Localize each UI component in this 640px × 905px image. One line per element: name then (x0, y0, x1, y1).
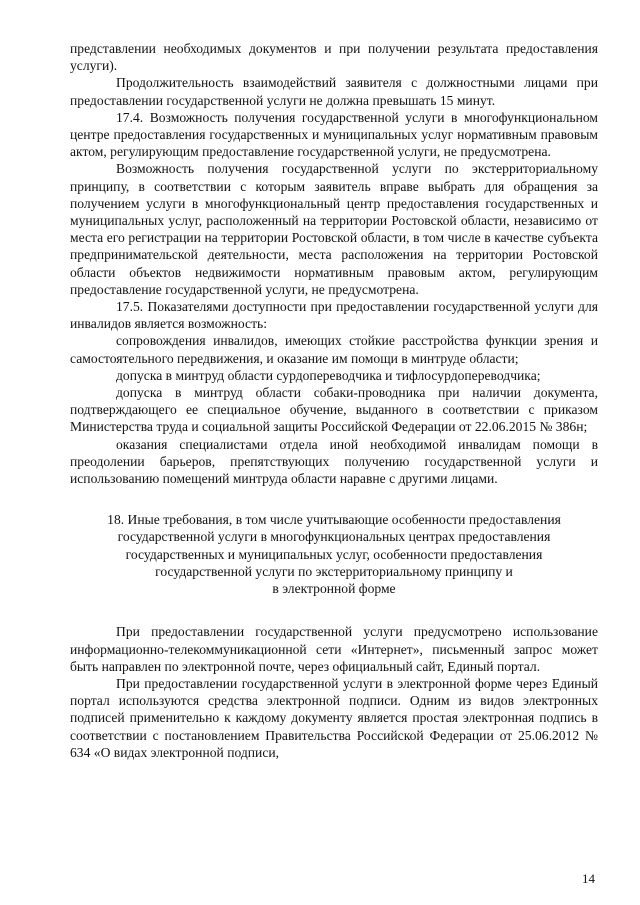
paragraph: При предоставлении государственной услуги в электронной форме через Единый портал используются средства электронной подписи. Одним из видов электронных подписей применительно к каждому документу является простая электронная подпись в соответствии с постановлением Правительства Российской Федерации от 25.06.2012 № 634 «О видах электронной подписи, (70, 675, 598, 760)
heading-line: в электронной форме (272, 581, 396, 597)
heading-line: государственных и муниципальных услуг, особенности предоставления (125, 546, 543, 562)
paragraph: 17.5. Показателями доступности при предоставлении государственной услуги для инвалидов является возможность: (70, 299, 598, 332)
paragraph: При предоставлении государственной услуги предусмотрено использование информационно-телекоммуникационной сети «Интернет», письменный запрос может быть направлен по электронной почте, через официальный сайт, Единый портал. (70, 624, 598, 674)
paragraph: представлении необходимых документов и при получении результата предоставления услуги). (70, 41, 598, 74)
paragraph: Продолжительность взаимодействий заявителя с должностными лицами при предоставлении государственной услуги не должна превышать 15 минут. (70, 75, 598, 108)
section-heading (70, 511, 598, 597)
paragraph: 17.4. Возможность получения государственной услуги в многофункциональном центре предоставления государственных и муниципальных услуг нормативным правовым актом, регулирующим предоставление государственной услуги, не предусмотрена. (70, 109, 598, 160)
document-body (70, 40, 598, 761)
page-number: 14 (582, 871, 595, 886)
list-item: допуска в минтруд области сурдопереводчика и тифлосурдопереводчика; (116, 367, 541, 383)
heading-line: государственной услуги по экстерриториальному принципу и (155, 563, 513, 579)
heading-line: 18. Иные требования, в том числе учитывающие особенности предоставления (107, 512, 561, 528)
list-item: оказания специалистами отдела иной необходимой инвалидам помощи в преодолении барьеров, препятствующих получению государственной услуги и использованию помещений минтруда области наравне с другими лицами. (70, 436, 598, 487)
heading-line: государственной услуги в многофункциональных центрах предоставления (117, 529, 551, 545)
list-item: сопровождения инвалидов, имеющих стойкие расстройства функции зрения и самостоятельного передвижения, и оказание им помощи в минтруде области; (70, 333, 598, 366)
paragraph: Возможность получения государственной услуги по экстерриториальному принципу, в соответствии с которым заявитель вправе выбрать для обращения за получением услуги в многофункциональный центр предоставления государственных и муниципальных услуг, расположенный на территории Ростовской области, независимо от места его регистрации на территории Ростовской области, в том числе в качестве субъекта предпринимательской деятельности, места расположения на территории Ростовской области объектов недвижимости нормативным правовым актом, регулирующим предоставление государственной услуги, не предусмотрена. (70, 161, 598, 297)
list-item: допуска в минтруд области собаки-проводника при наличии документа, подтверждающего ее специальное обучение, выданного в соответствии с приказом Министерства труда и социальной защиты Российской Федерации от 22.06.2015 № 386н; (70, 385, 598, 435)
